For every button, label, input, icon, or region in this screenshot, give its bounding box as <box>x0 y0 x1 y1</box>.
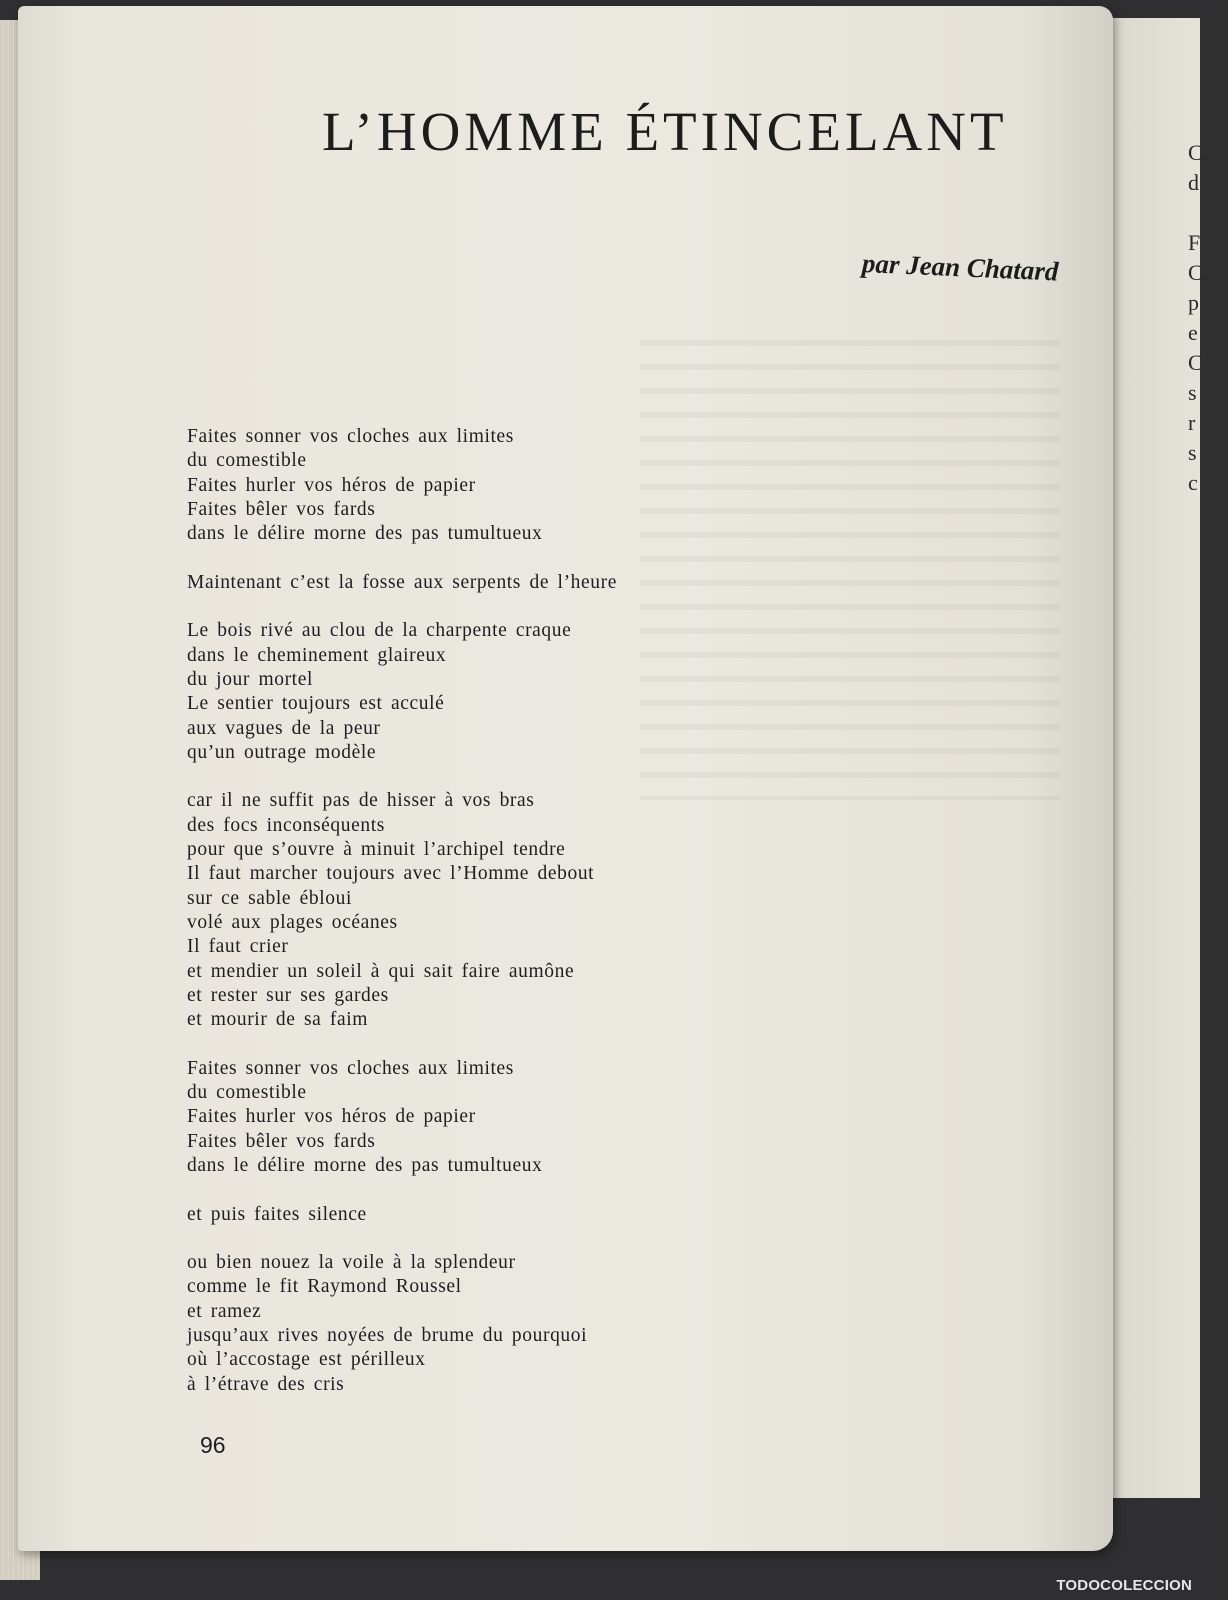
facing-page-letter: s <box>1188 440 1197 465</box>
poem-line: jusqu’aux rives noyées de brume du pourquoi <box>187 1324 588 1346</box>
poem-line: du jour mortel <box>187 668 313 690</box>
poem-line: aux vagues de la peur <box>187 717 381 739</box>
facing-page-letter: F <box>1188 230 1201 255</box>
poem-line: et mourir de sa faim <box>187 1009 369 1031</box>
poem-line: Faites hurler vos héros de papier <box>187 474 476 496</box>
poem-line: sur ce sable ébloui <box>187 887 352 909</box>
facing-page-letter: c <box>1188 470 1198 495</box>
poem-line: dans le cheminement glaireux <box>187 644 447 666</box>
poem-line: dans le délire morne des pas tumultueux <box>187 523 543 545</box>
poem-line: volé aux plages océanes <box>187 911 398 933</box>
poem-line: à l’étrave des cris <box>187 1373 345 1395</box>
poem-line: du comestible <box>187 450 307 472</box>
poem-line: Il faut marcher toujours avec l’Homme debout <box>187 863 595 885</box>
poem-line: Faites sonner vos cloches aux limites <box>187 426 514 447</box>
facing-page-letter: C <box>1188 260 1203 285</box>
poem-line: Faites hurler vos héros de papier <box>187 1106 476 1128</box>
poem-line: Faites bêler vos fards <box>187 498 376 520</box>
facing-page-letter: e <box>1188 320 1198 345</box>
stanza-break <box>187 1178 707 1202</box>
facing-page-letter: d <box>1188 170 1199 195</box>
poem-line: où l’accostage est périlleux <box>187 1349 426 1371</box>
stanza-break <box>187 765 707 789</box>
poem-line: et puis faites silence <box>187 1203 367 1225</box>
poem-line: qu’un outrage modèle <box>187 741 377 763</box>
poem-line: comme le fit Raymond Roussel <box>187 1276 462 1298</box>
poem-line: dans le délire morne des pas tumultueux <box>187 1154 543 1176</box>
poem-line: Il faut crier <box>187 936 289 958</box>
poem-line: et ramez <box>187 1300 262 1322</box>
poem-line: Faites sonner vos cloches aux limites <box>187 1057 514 1079</box>
poem-line: Maintenant c’est la fosse aux serpents de l’heure <box>187 571 617 593</box>
poem-line: du comestible <box>187 1082 307 1104</box>
poem-line: pour que s’ouvre à minuit l’archipel tendre <box>187 839 566 861</box>
facing-page-letter <box>1188 198 1228 228</box>
facing-page-text <box>1188 138 1228 498</box>
stanza-break <box>187 595 707 619</box>
poem-line: Faites bêler vos fards <box>187 1130 376 1152</box>
stanza-break <box>187 546 707 570</box>
stanza-break <box>187 1227 707 1251</box>
stanza-break <box>187 1032 707 1056</box>
poem-line: et mendier un soleil à qui sait faire aumône <box>187 960 575 982</box>
poem-line: des focs inconséquents <box>187 814 385 836</box>
poem-body <box>187 425 707 1397</box>
poem-line: car il ne suffit pas de hisser à vos bras <box>187 790 535 812</box>
poem-line: et rester sur ses gardes <box>187 984 389 1006</box>
poem-line: Le sentier toujours est acculé <box>187 693 445 715</box>
facing-page-letter: p <box>1188 290 1199 315</box>
facing-page-letter: C <box>1188 350 1203 375</box>
facing-page-letter: C <box>1188 140 1203 165</box>
page-number: 96 <box>200 1432 226 1458</box>
author-byline: par Jean Chatard <box>861 248 1060 287</box>
poem-line: Le bois rivé au clou de la charpente craque <box>187 620 572 642</box>
facing-page-letter: s <box>1188 380 1197 405</box>
watermark: TODOCOLECCION <box>1056 1577 1192 1594</box>
poem-line: ou bien nouez la voile à la splendeur <box>187 1252 516 1274</box>
poem-title: L’HOMME ÉTINCELANT <box>322 101 1008 162</box>
facing-page-letter: r <box>1188 410 1196 435</box>
